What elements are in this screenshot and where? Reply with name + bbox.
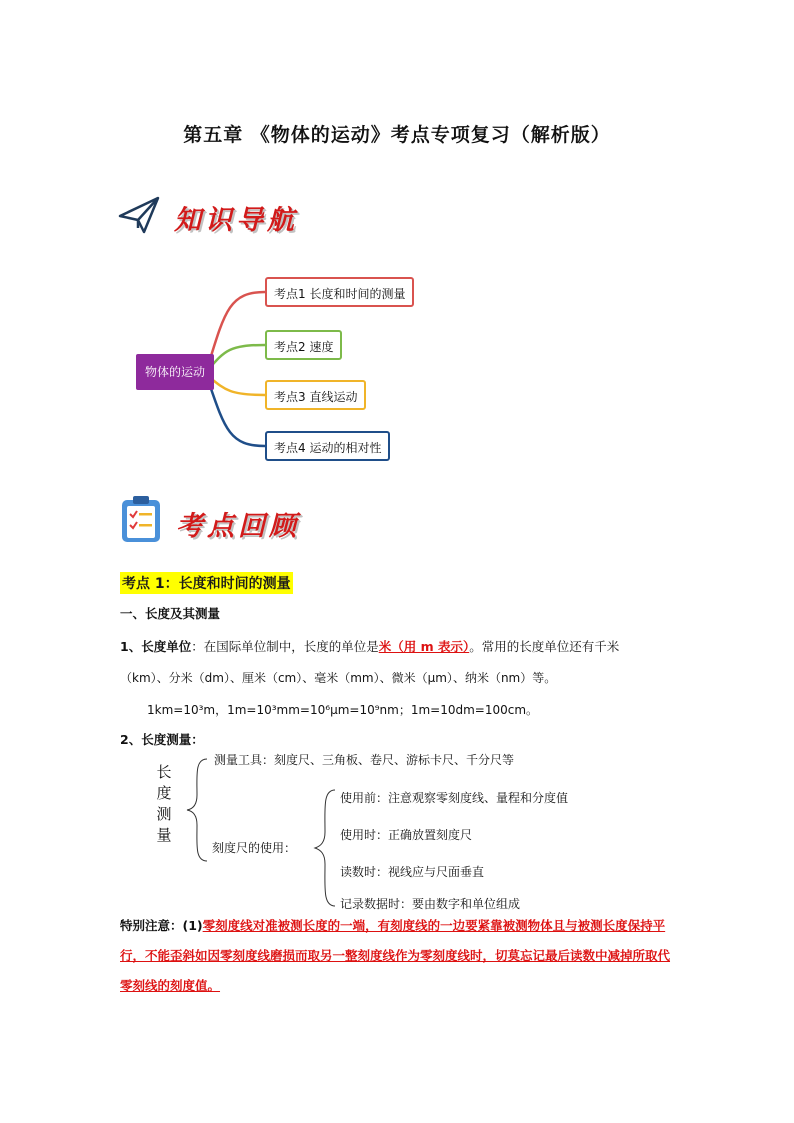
- branch-line-3: [208, 376, 265, 395]
- ruler-use-label: 刻度尺的使用：: [212, 841, 297, 855]
- mindmap-node-1: 考点1 长度和时间的测量: [265, 277, 414, 307]
- unit-line2: （km）、分米（dm）、厘米（cm）、毫米（mm）、微米（μm）、纳米（nm）等。: [120, 671, 557, 685]
- paper-plane-icon: [118, 196, 160, 238]
- note-num: (1): [182, 918, 203, 933]
- unit-red: 米（用 m 表示）: [378, 639, 470, 654]
- unit-label: 1、长度单位: [120, 639, 192, 654]
- nav-banner: [118, 192, 418, 242]
- use-item-1: 使用前：注意观察零刻度线、量程和分度值: [340, 791, 569, 805]
- use-item-2: 使用时：正确放置刻度尺: [340, 828, 473, 842]
- page-title: 第五章 《物体的运动》考点专项复习（解析版）: [183, 124, 611, 146]
- brace-outer: [183, 755, 213, 865]
- unit-text2: 。常用的长度单位还有千米: [469, 639, 620, 654]
- vertical-label: 长度测量: [156, 763, 172, 844]
- use-item-3: 读数时：视线应与尺面垂直: [340, 865, 485, 879]
- section-title: 一、长度及其测量: [120, 606, 221, 621]
- unit-text: ：在国际单位制中，长度的单位是: [191, 639, 379, 654]
- clipboard-checklist-icon: [120, 494, 162, 548]
- branch-line-4: [208, 380, 265, 446]
- conversion-line: 1km=10³m，1m=10³mm=10⁶μm=10⁹nm；1m=10dm=100cm。: [147, 703, 539, 717]
- mindmap-node-2: 考点2 速度: [265, 330, 342, 360]
- kp1-heading: 考点 1：长度和时间的测量: [120, 572, 293, 594]
- note-red-text: 零刻度线对准被测长度的一端，有刻度线的一边要紧靠被测物体且与被测长度保持平行，不能歪斜如因零刻度线磨损而取另一整刻度线作为零刻度线时，切莫忘记最后读数中减掉所取代零刻线的刻度值。: [120, 918, 671, 993]
- review-banner-text: 考点回顾: [176, 511, 300, 542]
- mindmap-node-3: 考点3 直线运动: [265, 380, 366, 410]
- branch-line-2: [208, 345, 265, 370]
- mindmap-root: 物体的运动: [136, 354, 214, 390]
- nav-banner-text: 知识导航: [174, 205, 298, 236]
- mindmap-node-4: 考点4 运动的相对性: [265, 431, 390, 461]
- note-label: 特别注意：: [120, 918, 183, 933]
- tools-line: 测量工具：刻度尺、三角板、卷尺、游标卡尺、千分尺等: [214, 753, 515, 767]
- brace-inner: [311, 788, 341, 908]
- unit-paragraph: [120, 637, 619, 657]
- special-note: [120, 911, 680, 1001]
- use-item-4: 记录数据时：要由数字和单位组成: [340, 897, 521, 911]
- measure-label: 2、长度测量：: [120, 732, 204, 747]
- review-banner: [118, 494, 418, 548]
- branch-line-1: [208, 292, 265, 366]
- mindmap: [130, 270, 450, 470]
